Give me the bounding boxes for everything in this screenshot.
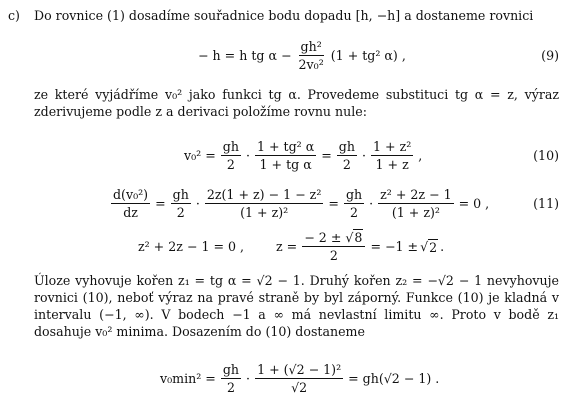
eq10-end: , xyxy=(418,147,423,163)
eq11-equals-2: = xyxy=(328,195,339,211)
v0min-f1-den: 2 xyxy=(226,379,235,395)
eq9-lhs: − h = h tg α − xyxy=(198,47,292,63)
paragraph-2 xyxy=(34,86,559,120)
roots-fraction xyxy=(302,229,365,263)
eq10-frac-3 xyxy=(337,139,357,172)
eq10-dot-1: · xyxy=(245,147,250,163)
para3-text: Úloze vyhovuje kořen z₁ = tg α = √2 − 1. Druhý kořen z₂ = −√2 − 1 nevyhovuje rovnici (10), neboť výraz na pravé straně by byl záporný. Funkce (10) je kladná v intervalu (−1, ∞). V bodech −1 a ∞ má nevlastní limitu ∞. Proto v bodě z₁ dosahuje v₀² minima. Dosazením do (10) dostaneme xyxy=(34,273,559,339)
eq11-derivative xyxy=(111,187,150,220)
eq11-dot-1: · xyxy=(195,195,200,211)
roots-frac-num-a: − 2 ± xyxy=(304,230,342,245)
eq11-end: = 0 , xyxy=(458,195,490,211)
eq9-rhs: (1 + tg² α) , xyxy=(330,47,406,63)
sqrt-2: √ 2 xyxy=(420,238,438,255)
eq10-frac-4 xyxy=(371,139,413,172)
eq10-f4-num: 1 + z² xyxy=(373,138,412,154)
eq11-d-num: d(v₀²) xyxy=(113,186,149,202)
eq9-number: (9) xyxy=(541,47,559,63)
eq10-f1-den: 2 xyxy=(226,156,235,172)
eq10-f3-den: 2 xyxy=(342,156,351,172)
para2-text: ze které vyjádříme v₀² jako funkci tg α. Provedeme substituci tg α = z, výraz zderivujeme podle z a derivaci položíme rovnu nule: xyxy=(34,87,559,119)
eq10-equals: = xyxy=(321,147,332,163)
eq11-f1-num: gh xyxy=(172,186,189,202)
v0min-f2-num: 1 + (√2 − 1)² xyxy=(257,361,342,377)
roots-lhs: z = xyxy=(276,238,298,254)
part-label: c) xyxy=(8,8,20,23)
eq11-f1-den: 2 xyxy=(176,204,185,220)
eq11-f3-den: 2 xyxy=(350,204,359,220)
eq11-frac-4 xyxy=(378,187,453,220)
eq10-f4-den: 1 + z xyxy=(375,156,409,172)
paragraph-3 xyxy=(34,272,559,340)
sqrt-8-radicand: 8 xyxy=(354,230,363,245)
eq10-f3-num: gh xyxy=(338,138,355,154)
equation-v0min xyxy=(34,356,559,400)
eq10-dot-2: · xyxy=(361,147,366,163)
eq9-frac-den: 2v₀² xyxy=(298,56,324,72)
eq11-number: (11) xyxy=(533,195,559,211)
intro-paragraph xyxy=(34,7,559,24)
v0min-rhs: = gh(√2 − 1) . xyxy=(348,370,440,386)
roots-end: . xyxy=(440,238,445,254)
v0min-lhs: v₀min² = xyxy=(160,370,216,386)
eq10-f2-den: 1 + tg α xyxy=(259,156,312,172)
eq11-f3-num: gh xyxy=(345,186,363,202)
sqrt-8: √ 8 xyxy=(345,230,363,245)
equation-9 xyxy=(34,33,559,77)
eq11-frac-2 xyxy=(205,187,324,220)
v0min-frac-1 xyxy=(221,362,241,395)
eq9-frac-num: gh² xyxy=(300,38,322,54)
roots-frac-den: 2 xyxy=(329,248,338,263)
intro-text: Do rovnice (1) dosadíme souřadnice bodu dopadu [h, −h] a dostaneme rovnici xyxy=(34,8,534,23)
roots-equals: = −1 ± xyxy=(370,238,419,254)
eq10-number: (10) xyxy=(533,147,559,163)
eq11-f2-num: 2z(1 + z) − 1 − z² xyxy=(206,186,322,202)
roots-frac-num xyxy=(302,229,365,247)
eq11-d-den: dz xyxy=(123,204,138,220)
eq11-equals-1: = xyxy=(155,195,166,211)
equation-roots xyxy=(34,224,559,268)
equation-10 xyxy=(34,133,559,177)
eq10-f1-num: gh xyxy=(222,138,239,154)
eq11-f4-num: z² + 2z − 1 xyxy=(380,186,452,202)
v0min-dot: · xyxy=(246,370,251,386)
quadratic-equation: z² + 2z − 1 = 0 , xyxy=(138,238,245,254)
sqrt-2-radicand: 2 xyxy=(429,239,438,255)
eq11-f2-den: (1 + z)² xyxy=(240,204,289,220)
eq11-frac-3 xyxy=(344,187,364,220)
v0min-f1-num: gh xyxy=(222,361,240,377)
eq10-lhs: v₀² = xyxy=(184,147,216,163)
v0min-f2-den: √2 xyxy=(291,379,308,395)
equation-11 xyxy=(34,181,559,225)
eq11-f4-den: (1 + z)² xyxy=(391,204,440,220)
eq9-fraction xyxy=(297,39,326,72)
eq10-frac-2 xyxy=(255,139,316,172)
eq10-frac-1 xyxy=(221,139,241,172)
v0min-frac-2 xyxy=(255,362,343,395)
eq10-f2-num: 1 + tg² α xyxy=(256,138,315,154)
eq11-dot-2: · xyxy=(369,195,374,211)
eq11-frac-1 xyxy=(171,187,191,220)
